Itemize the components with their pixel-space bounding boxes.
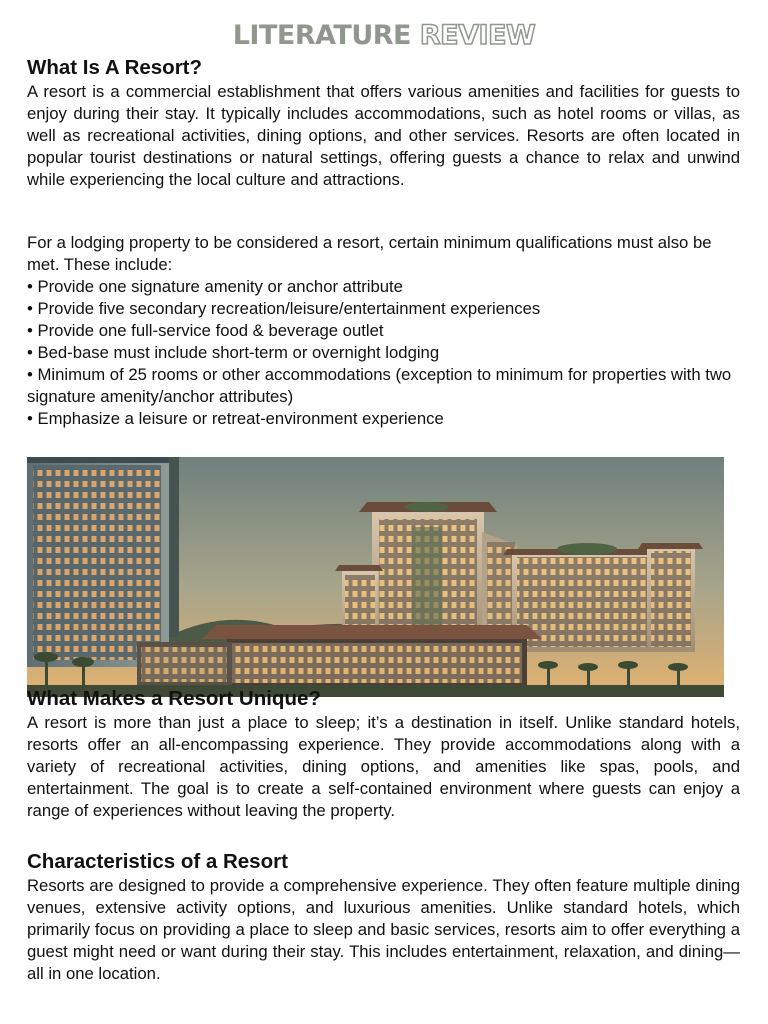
section-qualifications	[27, 232, 740, 430]
section-characteristics	[27, 849, 740, 985]
section-heading: What Makes a Resort Unique?	[27, 687, 321, 710]
list-item: • Provide five secondary recreation/leisure/entertainment experiences	[27, 298, 740, 320]
list-item: • Provide one signature amenity or anchor attribute	[27, 276, 740, 298]
qualifications-list	[27, 276, 740, 430]
resort-building-illustration	[27, 457, 724, 697]
section-heading: Characteristics of a Resort	[27, 850, 288, 873]
qualifications-intro: For a lodging property to be considered a resort, certain minimum qualifications must also be met. These include:	[27, 233, 712, 274]
list-item: • Emphasize a leisure or retreat-environment experience	[27, 408, 740, 430]
page-title	[0, 19, 768, 53]
list-item: • Bed-base must include short-term or overnight lodging	[27, 342, 740, 364]
list-item: • Provide one full-service food & beverage outlet	[27, 320, 740, 342]
section-what-is-a-resort	[27, 55, 740, 191]
title-word-literature: LITERATURE	[232, 20, 411, 51]
section-paragraph: A resort is a commercial establishment that offers various amenities and facilities for guests to enjoy during their stay. It typically includes accommodations, such as hotel rooms or villas, as well as recreational activities, dining options, and other services. Resorts are often located in popular tourist destinations or natural settings, offering guests a chance to relax and unwind while experiencing the local culture and attractions.	[27, 82, 740, 189]
title-word-review: REVIEW	[419, 20, 536, 51]
list-item: • Minimum of 25 rooms or other accommodations (exception to minimum for properties with two signature amenity/anchor attributes)	[27, 364, 740, 408]
section-paragraph: Resorts are designed to provide a comprehensive experience. They often feature multiple dining venues, extensive activity options, and luxurious amenities. Unlike standard hotels, which primarily focus on providing a place to sleep and basic services, resorts aim to offer everything a guest might need or want during their stay. This includes entertainment, relaxation, and dining—all in one location.	[27, 876, 740, 983]
section-heading: What Is A Resort?	[27, 56, 203, 79]
section-paragraph: A resort is more than just a place to sleep; it’s a destination in itself. Unlike standard hotels, resorts offer an all-encompassing experience. They provide accommodations along with a variety of recreational activities, dining options, and amenities like spas, pools, and entertainment. The goal is to create a self-contained environment where guests can enjoy a range of experiences without leaving the property.	[27, 713, 740, 820]
section-what-makes-unique	[27, 686, 740, 822]
